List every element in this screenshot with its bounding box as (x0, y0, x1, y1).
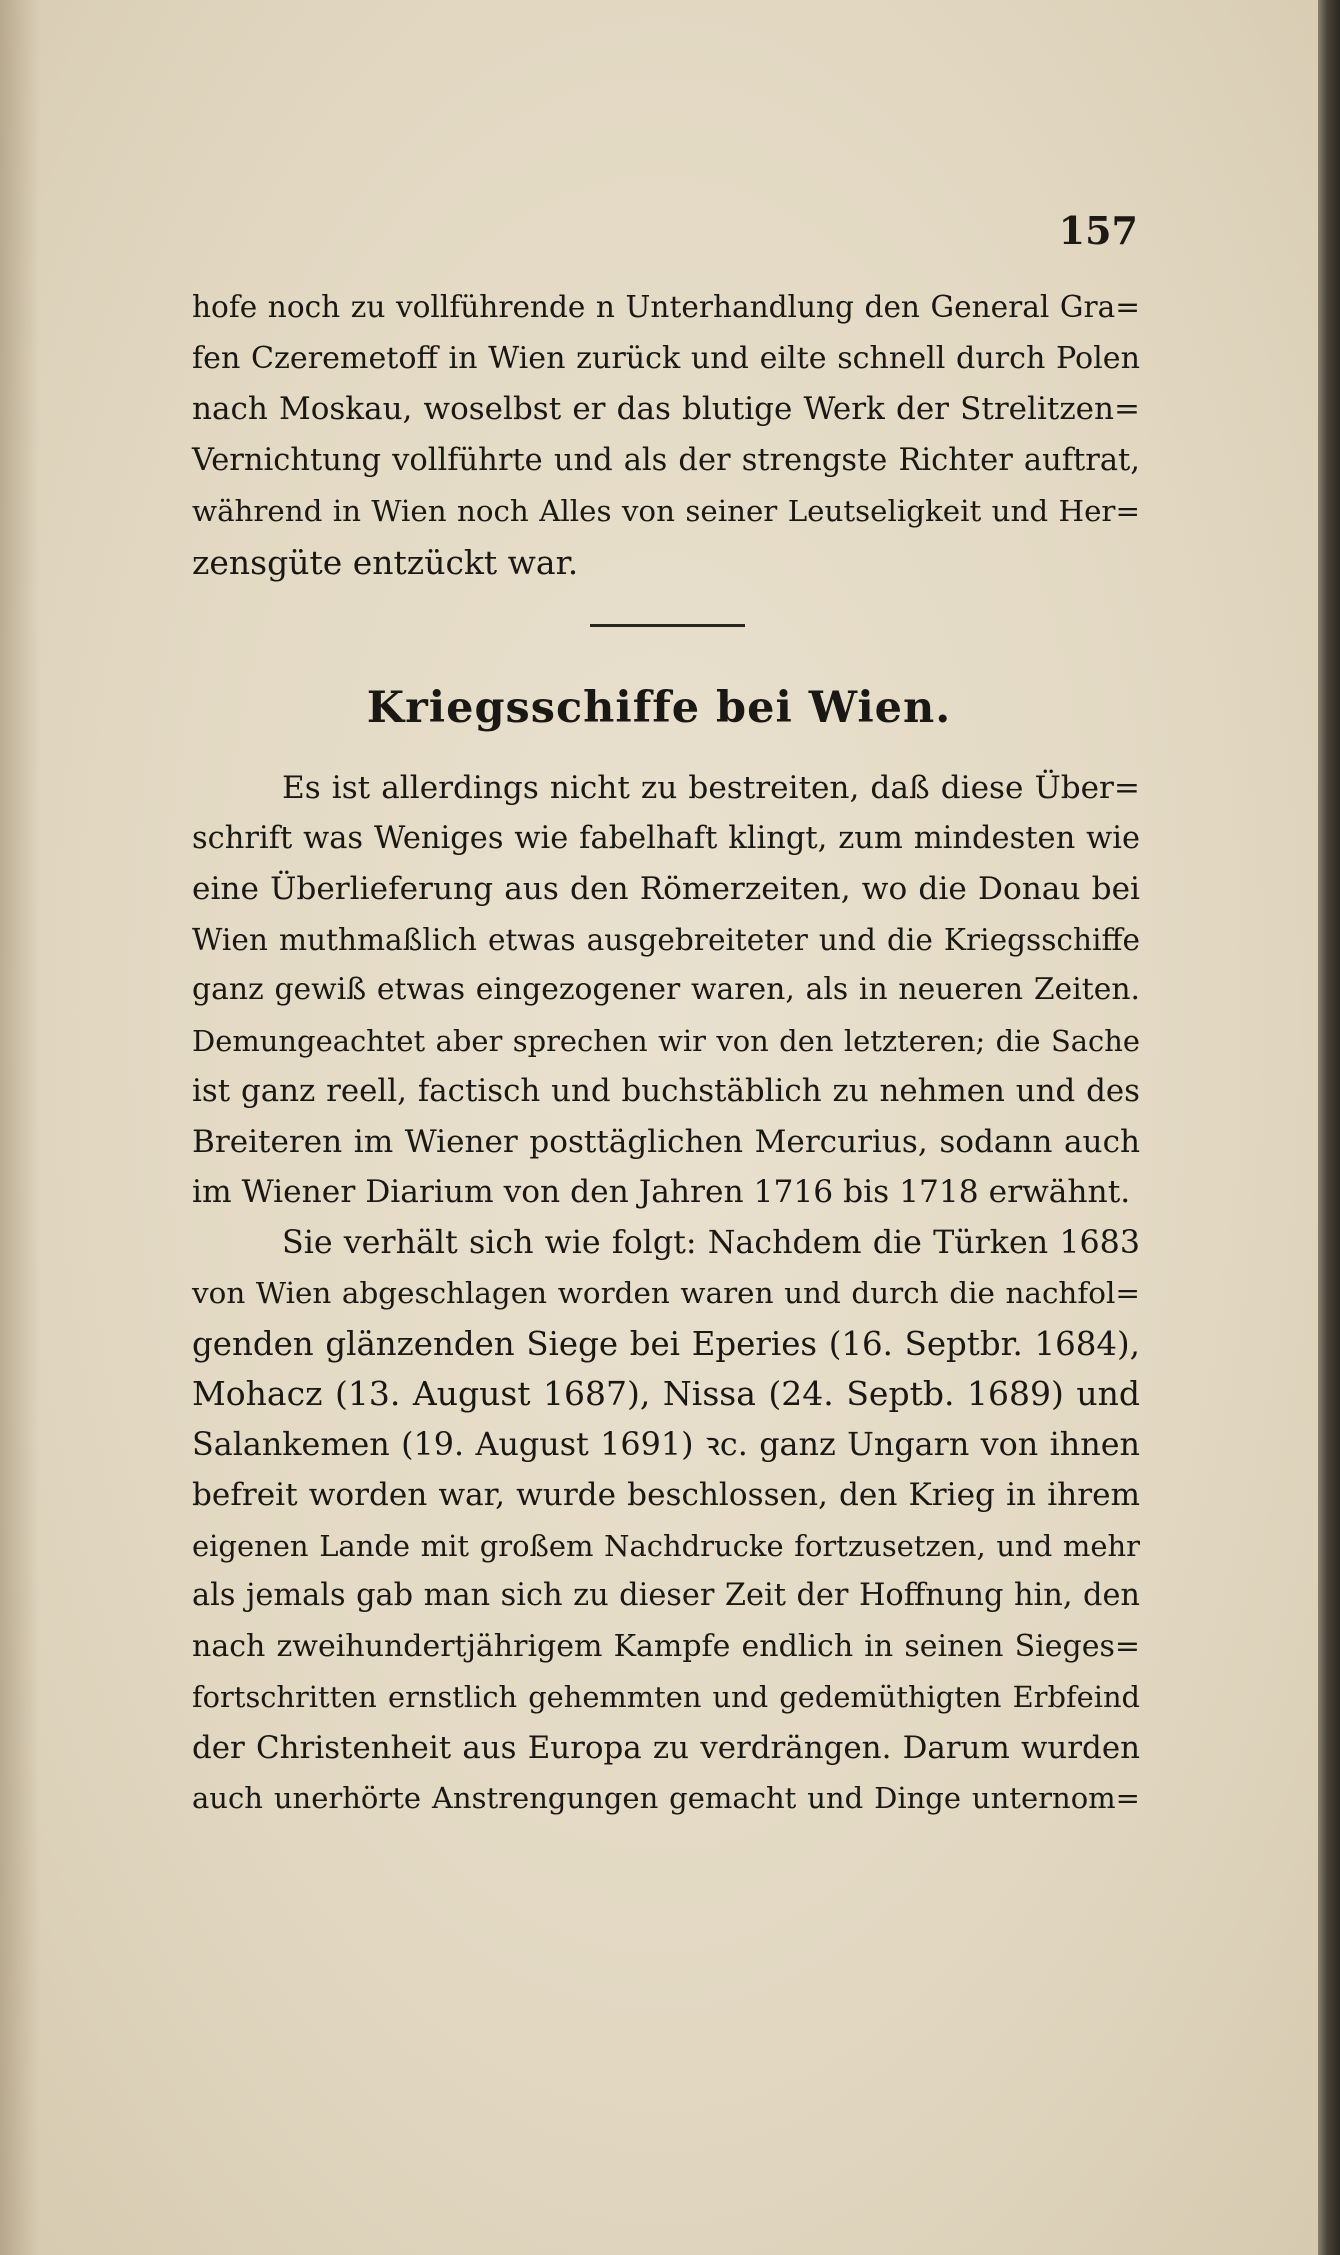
text-line: eine Überlieferung aus den Römerzeiten, wo die Donau bei (192, 871, 1140, 907)
text-line: von Wien abgeschlagen worden waren und durch die nachfol= (192, 1276, 1140, 1310)
text-line: Wien muthmaßlich etwas ausgebreiteter und die Kriegsschiffe (192, 922, 1140, 957)
text-line: eigenen Lande mit großem Nachdrucke fortzusetzen, und mehr (192, 1528, 1140, 1563)
section-divider (590, 624, 745, 627)
text-line: genden glänzenden Siege bei Eperies (16. Septbr. 1684), (192, 1324, 1140, 1363)
text-line: Es ist allerdings nicht zu bestreiten, daß diese Über= (282, 770, 1140, 806)
section-title: Kriegsschiffe bei Wien. (366, 683, 952, 733)
text-line: hofe noch zu vollführende n Unterhandlung den General Gra= (192, 290, 1140, 324)
gutter-shadow (0, 0, 40, 2255)
section-body (192, 763, 1140, 1824)
text-line: befreit worden war, wurde beschlossen, den Krieg in ihrem (192, 1477, 1140, 1513)
text-line: als jemals gab man sich zu dieser Zeit der Hoffnung hin, den (192, 1578, 1140, 1613)
text-line: Breiteren im Wiener posttäglichen Mercurius, sodann auch (192, 1123, 1140, 1160)
text-line: fortschritten ernstlich gehemmten und gedemüthigten Erbfeind (192, 1680, 1140, 1714)
text-line: fen Czeremetoff in Wien zurück und eilte schnell durch Polen (192, 341, 1140, 376)
text-line: schrift was Weniges wie fabelhaft klingt, zum mindesten wie (192, 820, 1140, 856)
text-line: Sie verhält sich wie folgt: Nachdem die Türken 1683 (282, 1224, 1140, 1261)
text-line: im Wiener Diarium von den Jahren 1716 bis 1718 erwähnt. (192, 1174, 1131, 1210)
text-line: Salankemen (19. August 1691) ꝛc. ganz Ungarn von ihnen (192, 1425, 1140, 1463)
text-line: zensgüte entzückt war. (192, 543, 579, 582)
text-line: Vernichtung vollführte und als der strengste Richter auftrat, (192, 443, 1140, 478)
text-line: Demungeachtet aber sprechen wir von den letzteren; die Sache (192, 1023, 1140, 1058)
text-line: ist ganz reell, factisch und buchstäblich zu nehmen und des (192, 1073, 1140, 1109)
top-paragraph (192, 282, 1140, 588)
page-number: 157 (1058, 208, 1138, 253)
text-line: nach zweihundertjährigem Kampfe endlich in seinen Sieges= (192, 1628, 1140, 1664)
text-line: auch unerhörte Anstrengungen gemacht und Dinge unternom= (192, 1781, 1140, 1815)
text-line: Mohacz (13. August 1687), Nissa (24. Septb. 1689) und (192, 1374, 1140, 1413)
text-line: nach Moskau, woselbst er das blutige Werk der Strelitzen= (192, 391, 1140, 427)
text-line: der Christenheit aus Europa zu verdrängen. Darum wurden (192, 1729, 1140, 1766)
text-line: ganz gewiß etwas eingezogener waren, als in neueren Zeiten. (192, 972, 1140, 1007)
text-line: während in Wien noch Alles von seiner Leutseligkeit und Her= (192, 494, 1140, 528)
page-edge (1318, 0, 1340, 2255)
